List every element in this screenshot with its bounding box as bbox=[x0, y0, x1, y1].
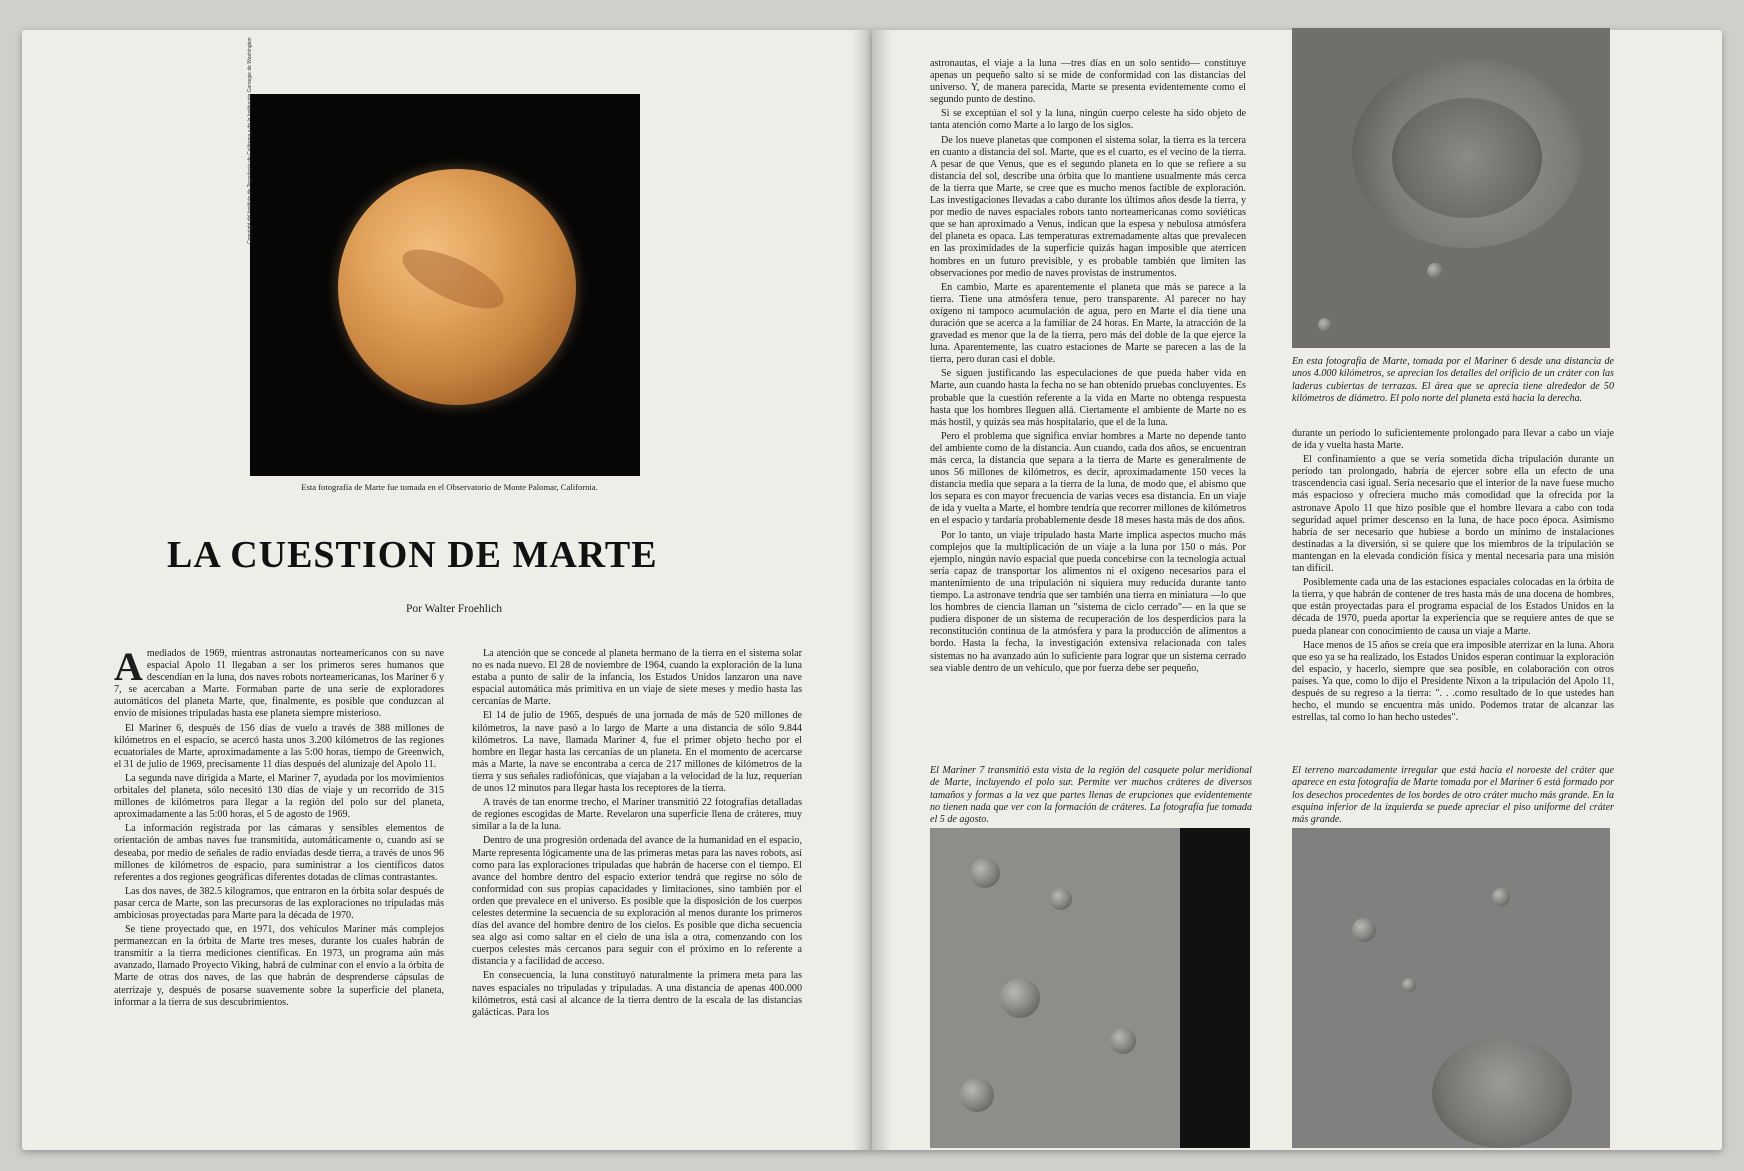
column-4 bbox=[1292, 428, 1614, 726]
drop-cap: A bbox=[114, 644, 143, 689]
mariner6-crater-photo bbox=[1292, 28, 1610, 348]
crater-photo-caption: En esta fotografía de Marte, tomada por el Mariner 6 desde una distancia de unos 4.000 kilómetros, se aprecian los detalles del orificio de un cráter con las laderas cubiertas de terrazas. El área que se aprecia tiene alrededor de 50 kilómetros de diámetro. El polo norte del planeta está hacia la derecha. bbox=[1292, 356, 1614, 404]
mars-photo-caption: Esta fotografía de Marte fue tomada en el Observatorio de Monte Palomar, California. bbox=[301, 482, 598, 492]
mariner6-terrain-photo bbox=[1292, 828, 1610, 1148]
paragraph: Hace menos de 15 años se creía que era imposible aterrizar en la luna. Ahora que eso ya se ha realizado, los Estados Unidos esperan continuar la exploración del espacio, y hacerlo, siempre que sea posible, en colaboración con otros países. Ya que, como lo dijo el Presidente Nixon a la tripulación del Apolo 11, después de su regreso a la tierra: ". . .como resultado de lo que ustedes han hecho, el mundo se encuentra más unido. Podemos tratar de alcanzar las estrellas, tal como lo han hecho ustedes". bbox=[1292, 639, 1614, 724]
paragraph: La atención que se concede al planeta hermano de la tierra en el sistema solar no es nada nuevo. El 28 de noviembre de 1964, cuando la exploración de la luna estaba a punto de salir de la infancia, los Estados Unidos lanzaron una nave espacial automática más primitiva en un viaje de siete meses y medio hasta las cercanías de Marte. bbox=[472, 648, 802, 708]
paragraph: Las dos naves, de 382.5 kilogramos, que entraron en la órbita solar después de pasar cerca de Marte, son las precursoras de las exploraciones no tripuladas más ambiciosas proyectadas para Marte para la década de 1970. bbox=[114, 885, 444, 921]
paragraph: El 14 de julio de 1965, después de una jornada de más de 520 millones de kilómetros, la nave pasó a lo largo de Marte a una distancia de sólo 9.844 kilómetros. La nave, llamada Mariner 4, fue el primer objeto hecho por el hombre en llegar hasta las cercanías de un planeta. En el momento de acercarse más a Marte, la nave se encontraba a cerca de 217 millones de kilómetros de la tierra y sus señales radiofónicas, que viajaban a la velocidad de la luz, requerían de unos 12 minutos para llegar hasta los receptores de la tierra. bbox=[472, 710, 802, 795]
paragraph: La información registrada por las cámaras y sensibles elementos de orientación de ambas naves fue transmitida, automáticamente o, cuando así se deseaba, por medio de señales de radio enviadas desde tierra, a través de unos 96 millones de kilómetros de espacio, para suministrar a los científicos datos referentes a dos regiones geográficas diferentes dotadas de climas contrastantes. bbox=[114, 823, 444, 883]
paragraph: astronautas, el viaje a la luna —tres días en un solo sentido— constituye apenas un pequeño salto si se mide de conformidad con las distancias del universo. Y, de manera parecida, Marte se presenta evidentemente como el segundo punto de destino. bbox=[930, 58, 1246, 106]
column-2 bbox=[472, 648, 802, 1021]
magazine-spread bbox=[22, 30, 1722, 1150]
terrain-photo-caption: El terreno marcadamente irregular que está hacia el noroeste del cráter que aparece en esta fotografía de Marte tomada por el Mariner 6 está formado por los desechos procedentes de los bordes de otro cráter mucho más grande. En la esquina inferior de la izquierda se puede apreciar el piso uniforme del cráter más grande. bbox=[1292, 765, 1614, 826]
page-gutter bbox=[852, 30, 892, 1150]
paragraph: Por lo tanto, un viaje tripulado hasta Marte implica aspectos mucho más complejos que la multiplicación de un viaje a la luna por 150 o más. Por ejemplo, ningún navío espacial que pueda concebirse con la tecnología actual sería capaz de transportar los alimentos ni el oxígeno necesarios para el mantenimiento de una tripulación ni siquiera muy reducida durante tanto tiempo. La astronave tendría que ser también una tierra en miniatura —lo que los hombres de ciencia llaman un "sistema de ciclo cerrado"— en la que se pudiera disponer de un sistema de recuperación de los desperdicios para la reconstitución continua de la atmósfera y para la producción de alimentos a bordo. Hasta la fecha, la investigación extensiva relacionada con tales sistemas no ha avanzado aún lo suficiente para lograr que un sistema cerrado sea viable dentro de un vehículo, que por fuerza debe ser pequeño, bbox=[930, 529, 1246, 674]
paragraph: Amediados de 1969, mientras astronautas norteamericanos con su nave espacial Apolo 11 llegaban a ser los primeros seres humanos que descendían en la luna, dos naves robots norteamericanas, los Mariner 6 y 7, se acercaban a Marte. Formaban parte de una serie de exploradores automáticos del planeta Marte, que, finalmente, es posible que conduzcan al envío de misiones tripuladas hasta ese planeta siempre misterioso. bbox=[114, 644, 444, 720]
left-page bbox=[22, 30, 872, 1150]
paragraph: El Mariner 6, después de 156 días de vuelo a través de 388 millones de kilómetros en el espacio, se acercó hasta unos 3.200 kilómetros de las regiones ecuatoriales de Marte, aproximadamente a las 5:00 horas, tiempo de Greenwich, el 31 de julio de 1969, precisamente 11 días después del alunizaje del Apolo 11. bbox=[114, 722, 444, 770]
paragraph: Se tiene proyectado que, en 1971, dos vehículos Mariner más complejos permanezcan en la órbita de Marte tres meses, durante los cuales habrán de transmitir a la tierra mediciones científicas. En 1973, un programa aún más avanzado, llamado Proyecto Viking, habrá de culminar con el envío a la órbita de Marte de otras dos naves, de las que habrán de desprenderse cápsulas de aterrizaje y, después de posarse suavemente sobre la superficie del planeta, informar a la tierra de sus descubrimientos. bbox=[114, 924, 444, 1008]
mars-planet-image bbox=[338, 169, 576, 405]
paragraph: Pero el problema que significa enviar hombres a Marte no depende tanto del ambiente como de la distancia. Aun cuando, cada dos años, se encuentran más cerca, la distancia que separa a la tierra de Marte es generalmente de unos 56 millones de kilómetros, es decir, aproximadamente 150 veces la distancia media que separa a la tierra de la luna, de modo que, el abismo que los separa es con mayor frecuencia de varias veces esa distancia. En un viaje de ida y vuelta a Marte, el hombre tendría que recorrer millones de kilómetros en el espacio y tardaría probablemente desde 18 meses hasta más de dos años. bbox=[930, 430, 1246, 527]
column-3 bbox=[930, 58, 1246, 677]
paragraph: La segunda nave dirigida a Marte, el Mariner 7, ayudada por los movimientos orbitales del planeta, sólo necesitó 130 días de viaje y un recorrido de 315 millones de kilómetros para llegar a la región del polo sur del planeta, aproximadamente a las 5:00 horas, el 5 de agosto de 1969. bbox=[114, 772, 444, 821]
photo-credit: Copyright del Instituto de Tecnología de California y de la Institución Carnegie de Washington bbox=[247, 37, 253, 244]
article-title: LA CUESTION DE MARTE bbox=[167, 534, 658, 576]
mariner7-polar-photo bbox=[930, 828, 1250, 1148]
byline: Por Walter Froehlich bbox=[406, 603, 502, 615]
column-1 bbox=[114, 644, 444, 1011]
paragraph: Se siguen justificando las especulaciones de que pueda haber vida en Marte, aun cuando hasta la fecha no se han obtenido pruebas concluyentes. Es probable que la cuestión referente a la vida en Marte no obtenga respuesta hasta que los hombres lleguen allá. Ciertamente el ambiente de Marte no es más hostil, y quizás sea más hospitalario, que el de la luna. bbox=[930, 368, 1246, 428]
polar-photo-caption: El Mariner 7 transmitió esta vista de la región del casquete polar meridional de Marte, incluyendo el polo sur. Permite ver muchos cráteres de diversos tamaños y formas a la vez que partes llenas de erupciones que evidentemente no tienen nada que ver con la formación de cráteres. La fotografía fue tomada el 5 de agosto. bbox=[930, 765, 1252, 826]
paragraph: Dentro de una progresión ordenada del avance de la humanidad en el espacio, Marte representa lógicamente una de las primeras metas para las naves robots, así como para las exploraciones tripuladas que habrán de hacerse con el tiempo. El avance del hombre dentro del espacio exterior tendrá que regirse no sólo de conformidad con sus propias capacidades y limitaciones, sino también por el orden que prevalece en el universo. Es posible que la disposición de los cuerpos celestes determine la secuencia de su exploración al menos durante los primeros días del avance del hombre dentro de los cielos. Es posible que dicha secuencia sea algo así como saltar en el cielo de una isla a otra, comenzando con los cuerpos celestes más cercanos para seguir con el próximo en lo referente a distancia y a facilidad de acceso. bbox=[472, 835, 802, 968]
paragraph: El confinamiento a que se vería sometida dicha tripulación durante un período tan prolongado, habría de ejercer sobre ella un efecto de una trascendencia casi igual. Sería necesario que el interior de la nave fuese mucho más espacioso y ofreciera mucho más comodidad que la ofrecida por la astronave Apolo 11 que hizo posible que el hombre llevara a cabo con toda seguridad aquel primer descenso en la luna, de hace poco época. Asimismo habría de ser necesario que hubiese a bordo un mínimo de instalaciones destinadas a la diversión, si se quiere que los miembros de la tripulación se mantengan en la elevada condición física y mental necesaria para una misión tan difícil. bbox=[1292, 454, 1614, 575]
paragraph: En consecuencia, la luna constituyó naturalmente la primera meta para las naves espaciales no tripuladas y tripuladas. A una distancia de apenas 400.000 kilómetros, está casi al alcance de la tierra dentro de la escala de las distancias galácticas. Para los bbox=[472, 970, 802, 1018]
paragraph: Posiblemente cada una de las estaciones espaciales colocadas en la órbita de la tierra, y que habrán de contener de tres hasta más de una docena de hombres, que están proyectadas para el programa espacial de los Estados Unidos en la década de 1970, pueda aportar la experiencia que se requiere antes de que se pueda planear con conocimiento de causa un viaje a Marte. bbox=[1292, 577, 1614, 637]
paragraph: A través de tan enorme trecho, el Mariner transmitió 22 fotografías detalladas de regiones escogidas de Marte. Revelaron una superficie llena de cráteres, muy similar a la de la luna. bbox=[472, 797, 802, 833]
paragraph: Si se exceptúan el sol y la luna, ningún cuerpo celeste ha sido objeto de tanta atención como Marte a lo largo de los siglos. bbox=[930, 108, 1246, 132]
paragraph: En cambio, Marte es aparentemente el planeta que más se parece a la tierra. Tiene una atmósfera tenue, pero transparente. Al parecer no hay oxígeno ni tampoco acumulación de agua, pero en Marte el día tiene una duración que se acerca a la familiar de 24 horas. En Marte, la atracción de la gravedad es menor que la de la tierra, pero más del doble de la que ejerce la luna. Aparentemente, las cuatro estaciones de Marte se parecen a las de la tierra, pero duran casi el doble. bbox=[930, 281, 1246, 366]
right-page bbox=[872, 30, 1722, 1150]
paragraph: De los nueve planetas que componen el sistema solar, la tierra es la tercera en cuanto a distancia del sol. Marte, que es el cuarto, es el vecino de la tierra. A pesar de que Venus, que es el segundo planeta en lo que se refiere a su distancia del sol, describe una órbita que lo mantiene usualmente más cerca de la tierra que Marte, se cree que es mucho menos factible de exploración. Las investigaciones llevadas a cabo durante los últimos años desde la tierra, y por medio de naves espaciales robots tanto norteamericanas como soviéticas que se han aproximado a Venus, indican que la espesa y nebulosa atmósfera del planeta es opaca. Las temperaturas extremadamente altas que prevalecen en las proximidades de la superficie quizás hagan imposible que aterricen hombres en un futuro previsible, y es probable también que limiten las observaciones por medio de naves provistas de instrumentos. bbox=[930, 134, 1246, 279]
mars-photo bbox=[247, 37, 640, 476]
paragraph: durante un período lo suficientemente prolongado para llevar a cabo un viaje de ida y vuelta hasta Marte. bbox=[1292, 428, 1614, 452]
